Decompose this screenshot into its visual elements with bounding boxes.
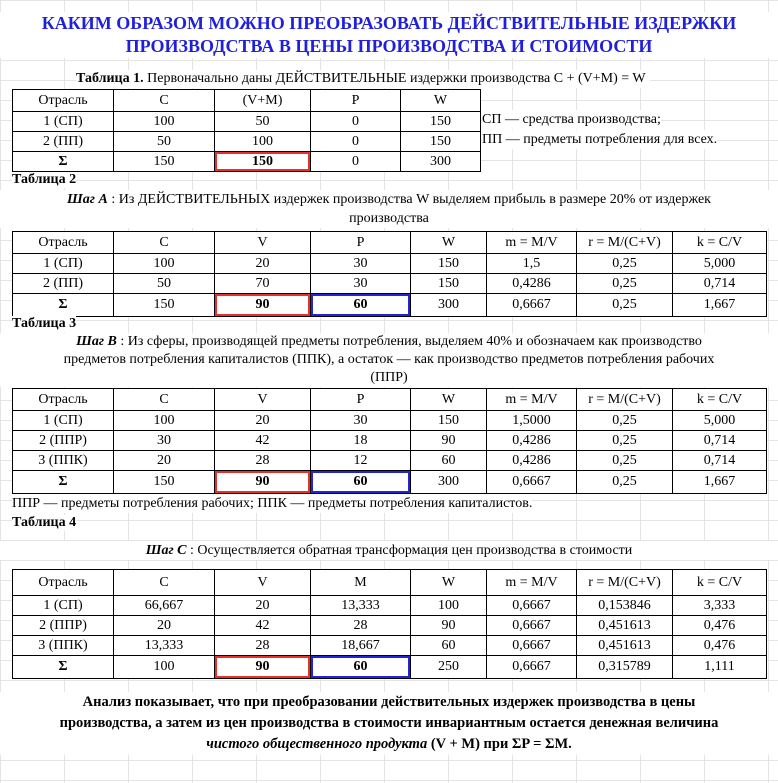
table4-step-label: Шаг С: [145, 543, 187, 558]
table-cell: 1,111: [673, 656, 767, 679]
table-cell: 150: [401, 112, 481, 132]
highlighted-total-v: 90: [215, 471, 311, 494]
table-cell: 0,6667: [487, 616, 577, 636]
conclusion-italic-term: чистого общественного продукта: [206, 736, 428, 752]
table-cell: 1,667: [673, 471, 767, 494]
table2-header-cell: P: [311, 232, 411, 254]
table1-caption: [76, 70, 650, 88]
sigma-cell: Σ: [13, 656, 114, 679]
table-cell: 1 (СП): [13, 254, 114, 274]
table-cell: 0: [311, 152, 401, 172]
table-cell: 30: [311, 274, 411, 294]
table-cell: 0,315789: [577, 656, 673, 679]
table-cell: 70: [215, 274, 311, 294]
table-cell: 100: [215, 132, 311, 152]
table-cell: 150: [114, 471, 215, 494]
table1: [12, 89, 481, 172]
table-cell: 0,6667: [487, 471, 577, 494]
table1-note-sp: СП — средства производства;: [482, 112, 661, 127]
table-cell: 0,25: [577, 451, 673, 471]
table4-header-row: [13, 570, 767, 596]
table-row: [13, 616, 767, 636]
table-cell: 42: [215, 431, 311, 451]
table3-header-cell: r = M/(C+V): [577, 389, 673, 411]
table-row: [13, 636, 767, 656]
table3-label: Таблица 3: [12, 316, 77, 331]
table4-header-cell: W: [411, 570, 487, 596]
table3-header-cell: W: [411, 389, 487, 411]
highlighted-total-p: 60: [311, 471, 411, 494]
table-cell: 0,714: [673, 451, 767, 471]
table-cell: 1,5: [487, 254, 577, 274]
table2-header-cell: r = M/(C+V): [577, 232, 673, 254]
table1-header-cell: W: [401, 90, 481, 112]
table-cell: 90: [411, 431, 487, 451]
table4-header-cell: k = C/V: [673, 570, 767, 596]
table-cell: 0,476: [673, 636, 767, 656]
table4-header-cell: M: [311, 570, 411, 596]
table-cell: 150: [114, 294, 215, 317]
highlighted-total-m: 60: [311, 656, 411, 679]
table-cell: 150: [114, 152, 215, 172]
table3-step-label: Шаг В: [76, 334, 117, 349]
table2-step-label: Шаг А: [67, 192, 108, 207]
table-row: [13, 274, 767, 294]
table-cell: 100: [114, 411, 215, 431]
table1-header-cell: (V+M): [215, 90, 311, 112]
table-cell: 2 (ППР): [13, 616, 114, 636]
table-cell: 28: [215, 451, 311, 471]
table-cell: 150: [411, 254, 487, 274]
table2-header-row: [13, 232, 767, 254]
table3-header-cell: Отрасль: [13, 389, 114, 411]
table1-header-cell: Отрасль: [13, 90, 114, 112]
table-cell: 18,667: [311, 636, 411, 656]
conclusion-line-3: (V + M) при ΣP = ΣM.: [427, 736, 572, 752]
conclusion-line-1: Анализ показывает, что при преобразовании действительных издержек производства в цены: [82, 694, 696, 710]
table-cell: 1 (СП): [13, 596, 114, 616]
table-cell: 100: [114, 656, 215, 679]
table-cell: 0,4286: [487, 431, 577, 451]
table-cell: 1 (СП): [13, 411, 114, 431]
table-cell: 3 (ППК): [13, 451, 114, 471]
table-cell: 0,6667: [487, 636, 577, 656]
table-cell: 0,153846: [577, 596, 673, 616]
table3: [12, 388, 767, 494]
page-title-line-2: ПРОИЗВОДСТВА В ЦЕНЫ ПРОИЗВОДСТВА И СТОИМОСТИ: [125, 36, 653, 56]
table3-step-text: : Из сферы, производящей предметы потребления, выделяем 40% и обозначаем как производство: [116, 334, 702, 349]
table-cell: 20: [114, 616, 215, 636]
table-row: [13, 411, 767, 431]
table-total-row: [13, 656, 767, 679]
table2-header-cell: W: [411, 232, 487, 254]
table1-header-cell: C: [114, 90, 215, 112]
table-cell: 42: [215, 616, 311, 636]
table-cell: 50: [114, 274, 215, 294]
table4-step-text: : Осуществляется обратная трансформация цен производства в стоимости: [186, 543, 633, 558]
table3-header-cell: m = M/V: [487, 389, 577, 411]
table-cell: 300: [411, 471, 487, 494]
table2-header-cell: C: [114, 232, 215, 254]
table2-header-cell: Отрасль: [13, 232, 114, 254]
table-row: [13, 451, 767, 471]
table-cell: 13,333: [311, 596, 411, 616]
table-cell: 250: [411, 656, 487, 679]
page-title-line-1: КАКИМ ОБРАЗОМ МОЖНО ПРЕОБРАЗОВАТЬ ДЕЙСТВИТЕЛЬНЫЕ ИЗДЕРЖКИ: [41, 13, 737, 33]
table-cell: 50: [215, 112, 311, 132]
table-row: [13, 431, 767, 451]
table1-note-pp: ПП — предметы потребления для всех.: [482, 132, 718, 147]
table-cell: 0,25: [577, 411, 673, 431]
table4-header-cell: m = M/V: [487, 570, 577, 596]
table-cell: 0,25: [577, 274, 673, 294]
table1-header-cell: P: [311, 90, 401, 112]
highlighted-total-v: 90: [215, 656, 311, 679]
table2-label: Таблица 2: [12, 172, 77, 187]
table-cell: 0,25: [577, 254, 673, 274]
table3-header-cell: V: [215, 389, 311, 411]
table3-step-text-3: (ППР): [370, 370, 408, 385]
table-row: [13, 596, 767, 616]
table-cell: 0,714: [673, 274, 767, 294]
table3-header-cell: C: [114, 389, 215, 411]
table-row: [13, 132, 481, 152]
table-cell: 2 (ПП): [13, 274, 114, 294]
table-cell: 0,4286: [487, 451, 577, 471]
table3-note: ППР — предметы потребления рабочих; ППК — предметы потребления капиталистов.: [12, 496, 533, 511]
table4-header-cell: C: [114, 570, 215, 596]
table-cell: 1 (СП): [13, 112, 114, 132]
highlighted-total-v: 90: [215, 294, 311, 317]
table-cell: 0: [311, 112, 401, 132]
table-cell: 20: [215, 411, 311, 431]
table-cell: 1,5000: [487, 411, 577, 431]
table2-header-cell: m = M/V: [487, 232, 577, 254]
table-row: [13, 112, 481, 132]
table-cell: 150: [411, 274, 487, 294]
highlighted-total-p: 60: [311, 294, 411, 317]
table2-step-text-2: производства: [349, 211, 429, 226]
table-cell: 18: [311, 431, 411, 451]
table3-step: [0, 333, 778, 387]
table-cell: 100: [114, 112, 215, 132]
table-cell: 0,451613: [577, 616, 673, 636]
table-cell: 100: [114, 254, 215, 274]
table-cell: 12: [311, 451, 411, 471]
table-cell: 0,6667: [487, 656, 577, 679]
table-cell: 0,451613: [577, 636, 673, 656]
table-cell: 300: [401, 152, 481, 172]
table3-header-row: [13, 389, 767, 411]
table-cell: 0,714: [673, 431, 767, 451]
table-row: [13, 254, 767, 274]
table-cell: 30: [311, 254, 411, 274]
page-title: [0, 12, 778, 58]
table2-step: [0, 190, 778, 228]
table-cell: 3 (ППК): [13, 636, 114, 656]
table-cell: 60: [411, 451, 487, 471]
table-cell: 2 (ППР): [13, 431, 114, 451]
table-cell: 60: [411, 636, 487, 656]
table-total-row: [13, 471, 767, 494]
table-cell: 150: [401, 132, 481, 152]
table-cell: 2 (ПП): [13, 132, 114, 152]
table-cell: 0,25: [577, 294, 673, 317]
table-cell: 0,25: [577, 471, 673, 494]
table4-label: Таблица 4: [12, 515, 77, 530]
table-cell: 20: [215, 254, 311, 274]
table1-caption-text: Первоначально даны ДЕЙСТВИТЕЛЬНЫЕ издержки производства C + (V+M) = W: [143, 71, 646, 86]
table-total-row: [13, 152, 481, 172]
table-cell: 50: [114, 132, 215, 152]
table-cell: 0: [311, 132, 401, 152]
table-cell: 13,333: [114, 636, 215, 656]
table-cell: 0,476: [673, 616, 767, 636]
table3-step-text-2: предметов потребления капиталистов (ППК), а остаток — как производство предметов потребления рабочих: [63, 352, 715, 367]
table3-header-cell: P: [311, 389, 411, 411]
table-cell: 30: [311, 411, 411, 431]
table-cell: 30: [114, 431, 215, 451]
table-cell: 150: [411, 411, 487, 431]
table4-header-cell: Отрасль: [13, 570, 114, 596]
table-cell: 0,25: [577, 431, 673, 451]
table2-header-cell: k = C/V: [673, 232, 767, 254]
highlighted-total-vm: 150: [215, 152, 311, 172]
table1-header-row: [13, 90, 481, 112]
table-cell: 300: [411, 294, 487, 317]
table4: [12, 569, 767, 679]
table-cell: 28: [215, 636, 311, 656]
table2-step-text: : Из ДЕЙСТВИТЕЛЬНЫХ издержек производства W выделяем прибыль в размере 20% от издержек: [107, 192, 711, 207]
table4-header-cell: r = M/(C+V): [577, 570, 673, 596]
table-cell: 20: [215, 596, 311, 616]
table-total-row: [13, 294, 767, 317]
table2: [12, 231, 767, 317]
table1-label: Таблица 1.: [76, 71, 144, 86]
table4-step: [0, 541, 778, 560]
sigma-cell: Σ: [13, 294, 114, 317]
table-cell: 1,667: [673, 294, 767, 317]
table-cell: 100: [411, 596, 487, 616]
table-cell: 90: [411, 616, 487, 636]
conclusion: [0, 692, 778, 755]
table-cell: 0,6667: [487, 294, 577, 317]
table-cell: 5,000: [673, 254, 767, 274]
sigma-cell: Σ: [13, 152, 114, 172]
table-cell: 0,4286: [487, 274, 577, 294]
table3-header-cell: k = C/V: [673, 389, 767, 411]
table-cell: 5,000: [673, 411, 767, 431]
conclusion-line-2: производства, а затем из цен производства в стоимости инвариантным остается денежная величина: [59, 715, 719, 731]
table2-header-cell: V: [215, 232, 311, 254]
table-cell: 3,333: [673, 596, 767, 616]
table4-header-cell: V: [215, 570, 311, 596]
table-cell: 66,667: [114, 596, 215, 616]
table-cell: 28: [311, 616, 411, 636]
table-cell: 20: [114, 451, 215, 471]
sigma-cell: Σ: [13, 471, 114, 494]
table-cell: 0,6667: [487, 596, 577, 616]
